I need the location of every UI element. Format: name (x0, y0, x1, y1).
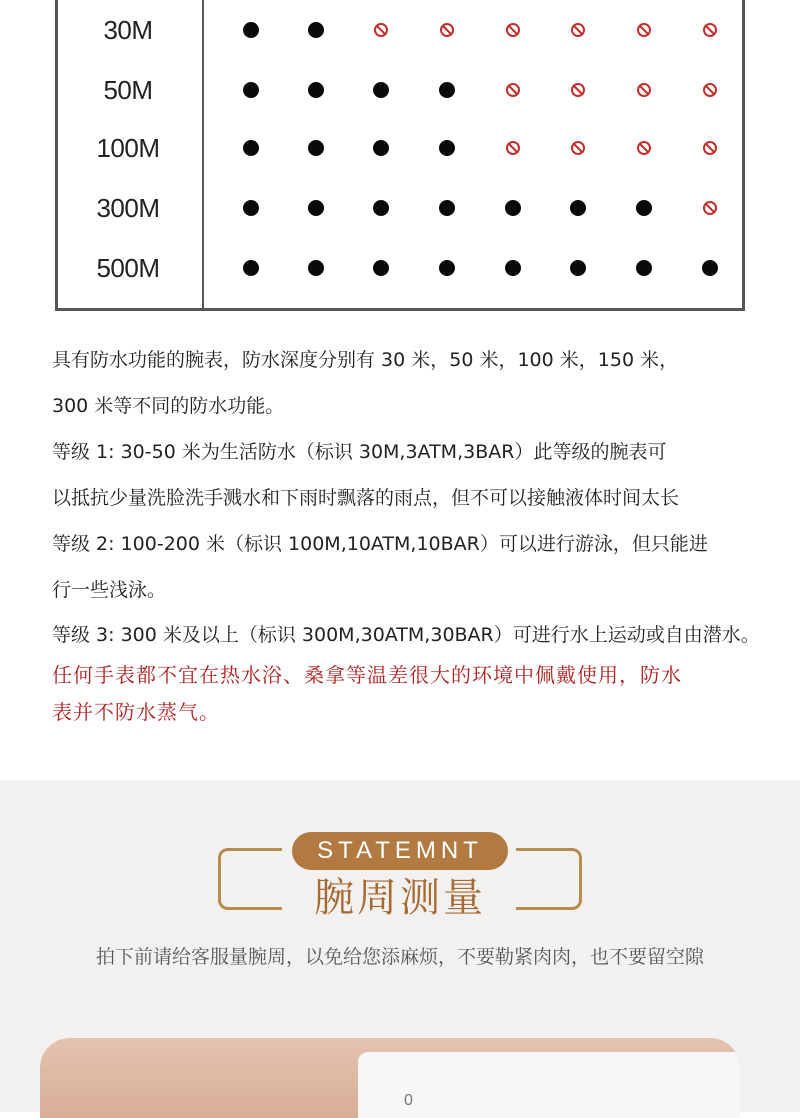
not-supported-icon (624, 10, 664, 50)
warning-line: 任何手表都不宜在热水浴、桑拿等温差很大的环境中佩戴使用，防水 (52, 663, 682, 687)
section-title: 腕周测量 (314, 875, 486, 921)
depth-label: 30M (103, 15, 153, 45)
desc-line: 以抵抗少量洗脸洗手溅水和下雨时飘落的雨点，但不可以接触液体时间太长 (52, 487, 680, 509)
supported-dot-icon (231, 248, 271, 288)
supported-dot-icon (624, 248, 664, 288)
wrist-measure-photo (40, 1038, 740, 1118)
supported-dot-icon (361, 188, 401, 228)
depth-label: 300M (96, 193, 160, 223)
supported-dot-icon (493, 188, 533, 228)
supported-dot-icon (231, 188, 271, 228)
not-supported-icon (361, 10, 401, 50)
waterproof-table (55, 0, 745, 311)
supported-dot-icon (296, 188, 336, 228)
supported-dot-icon (361, 248, 401, 288)
supported-dot-icon (427, 188, 467, 228)
warning-line: 表并不防水蒸气。 (52, 700, 220, 724)
title-frame-right (516, 848, 582, 910)
not-supported-icon (558, 10, 598, 50)
not-supported-icon (690, 128, 730, 168)
desc-line: 等级 3: 300 米及以上（标识 300M,30ATM,30BAR）可进行水上运动或自由潜水。 (52, 624, 760, 646)
not-supported-icon (624, 70, 664, 110)
statement-section (0, 780, 800, 1112)
supported-dot-icon (690, 248, 730, 288)
title-frame-left (218, 848, 282, 910)
supported-dot-icon (427, 128, 467, 168)
table-row (58, 10, 742, 50)
table-row (58, 248, 742, 288)
supported-dot-icon (427, 248, 467, 288)
not-supported-icon (558, 128, 598, 168)
section-subtitle: 拍下前请给客服量腕周，以免给您添麻烦，不要勒紧肉肉，也不要留空隙 (95, 946, 704, 968)
supported-dot-icon (296, 70, 336, 110)
not-supported-icon (493, 128, 533, 168)
not-supported-icon (558, 70, 598, 110)
table-row (58, 70, 742, 110)
not-supported-icon (427, 10, 467, 50)
supported-dot-icon (361, 128, 401, 168)
supported-dot-icon (427, 70, 467, 110)
supported-dot-icon (493, 248, 533, 288)
supported-dot-icon (231, 70, 271, 110)
desc-line: 等级 1: 30-50 米为生活防水（标识 30M,3ATM,3BAR）此等级的腕表可 (52, 441, 667, 463)
not-supported-icon (493, 70, 533, 110)
depth-label: 50M (103, 75, 153, 105)
supported-dot-icon (361, 70, 401, 110)
measuring-tape (358, 1052, 740, 1118)
not-supported-icon (493, 10, 533, 50)
not-supported-icon (624, 128, 664, 168)
supported-dot-icon (558, 188, 598, 228)
supported-dot-icon (296, 128, 336, 168)
supported-dot-icon (558, 248, 598, 288)
statement-badge: STATEMNT (292, 832, 508, 870)
table-row (58, 128, 742, 168)
supported-dot-icon (231, 10, 271, 50)
supported-dot-icon (296, 10, 336, 50)
supported-dot-icon (624, 188, 664, 228)
depth-label: 500M (96, 253, 160, 283)
not-supported-icon (690, 10, 730, 50)
table-row (58, 188, 742, 228)
desc-line: 等级 2: 100-200 米（标识 100M,10ATM,10BAR）可以进行游泳，但只能进 (52, 533, 708, 555)
depth-label: 100M (96, 133, 160, 163)
supported-dot-icon (296, 248, 336, 288)
supported-dot-icon (231, 128, 271, 168)
desc-line: 具有防水功能的腕表，防水深度分别有 30 米，50 米，100 米，150 米， (52, 349, 679, 371)
tape-mark: 0 (404, 1092, 413, 1109)
desc-line: 300 米等不同的防水功能。 (52, 395, 285, 417)
not-supported-icon (690, 188, 730, 228)
not-supported-icon (690, 70, 730, 110)
desc-line: 行一些浅泳。 (52, 579, 167, 601)
